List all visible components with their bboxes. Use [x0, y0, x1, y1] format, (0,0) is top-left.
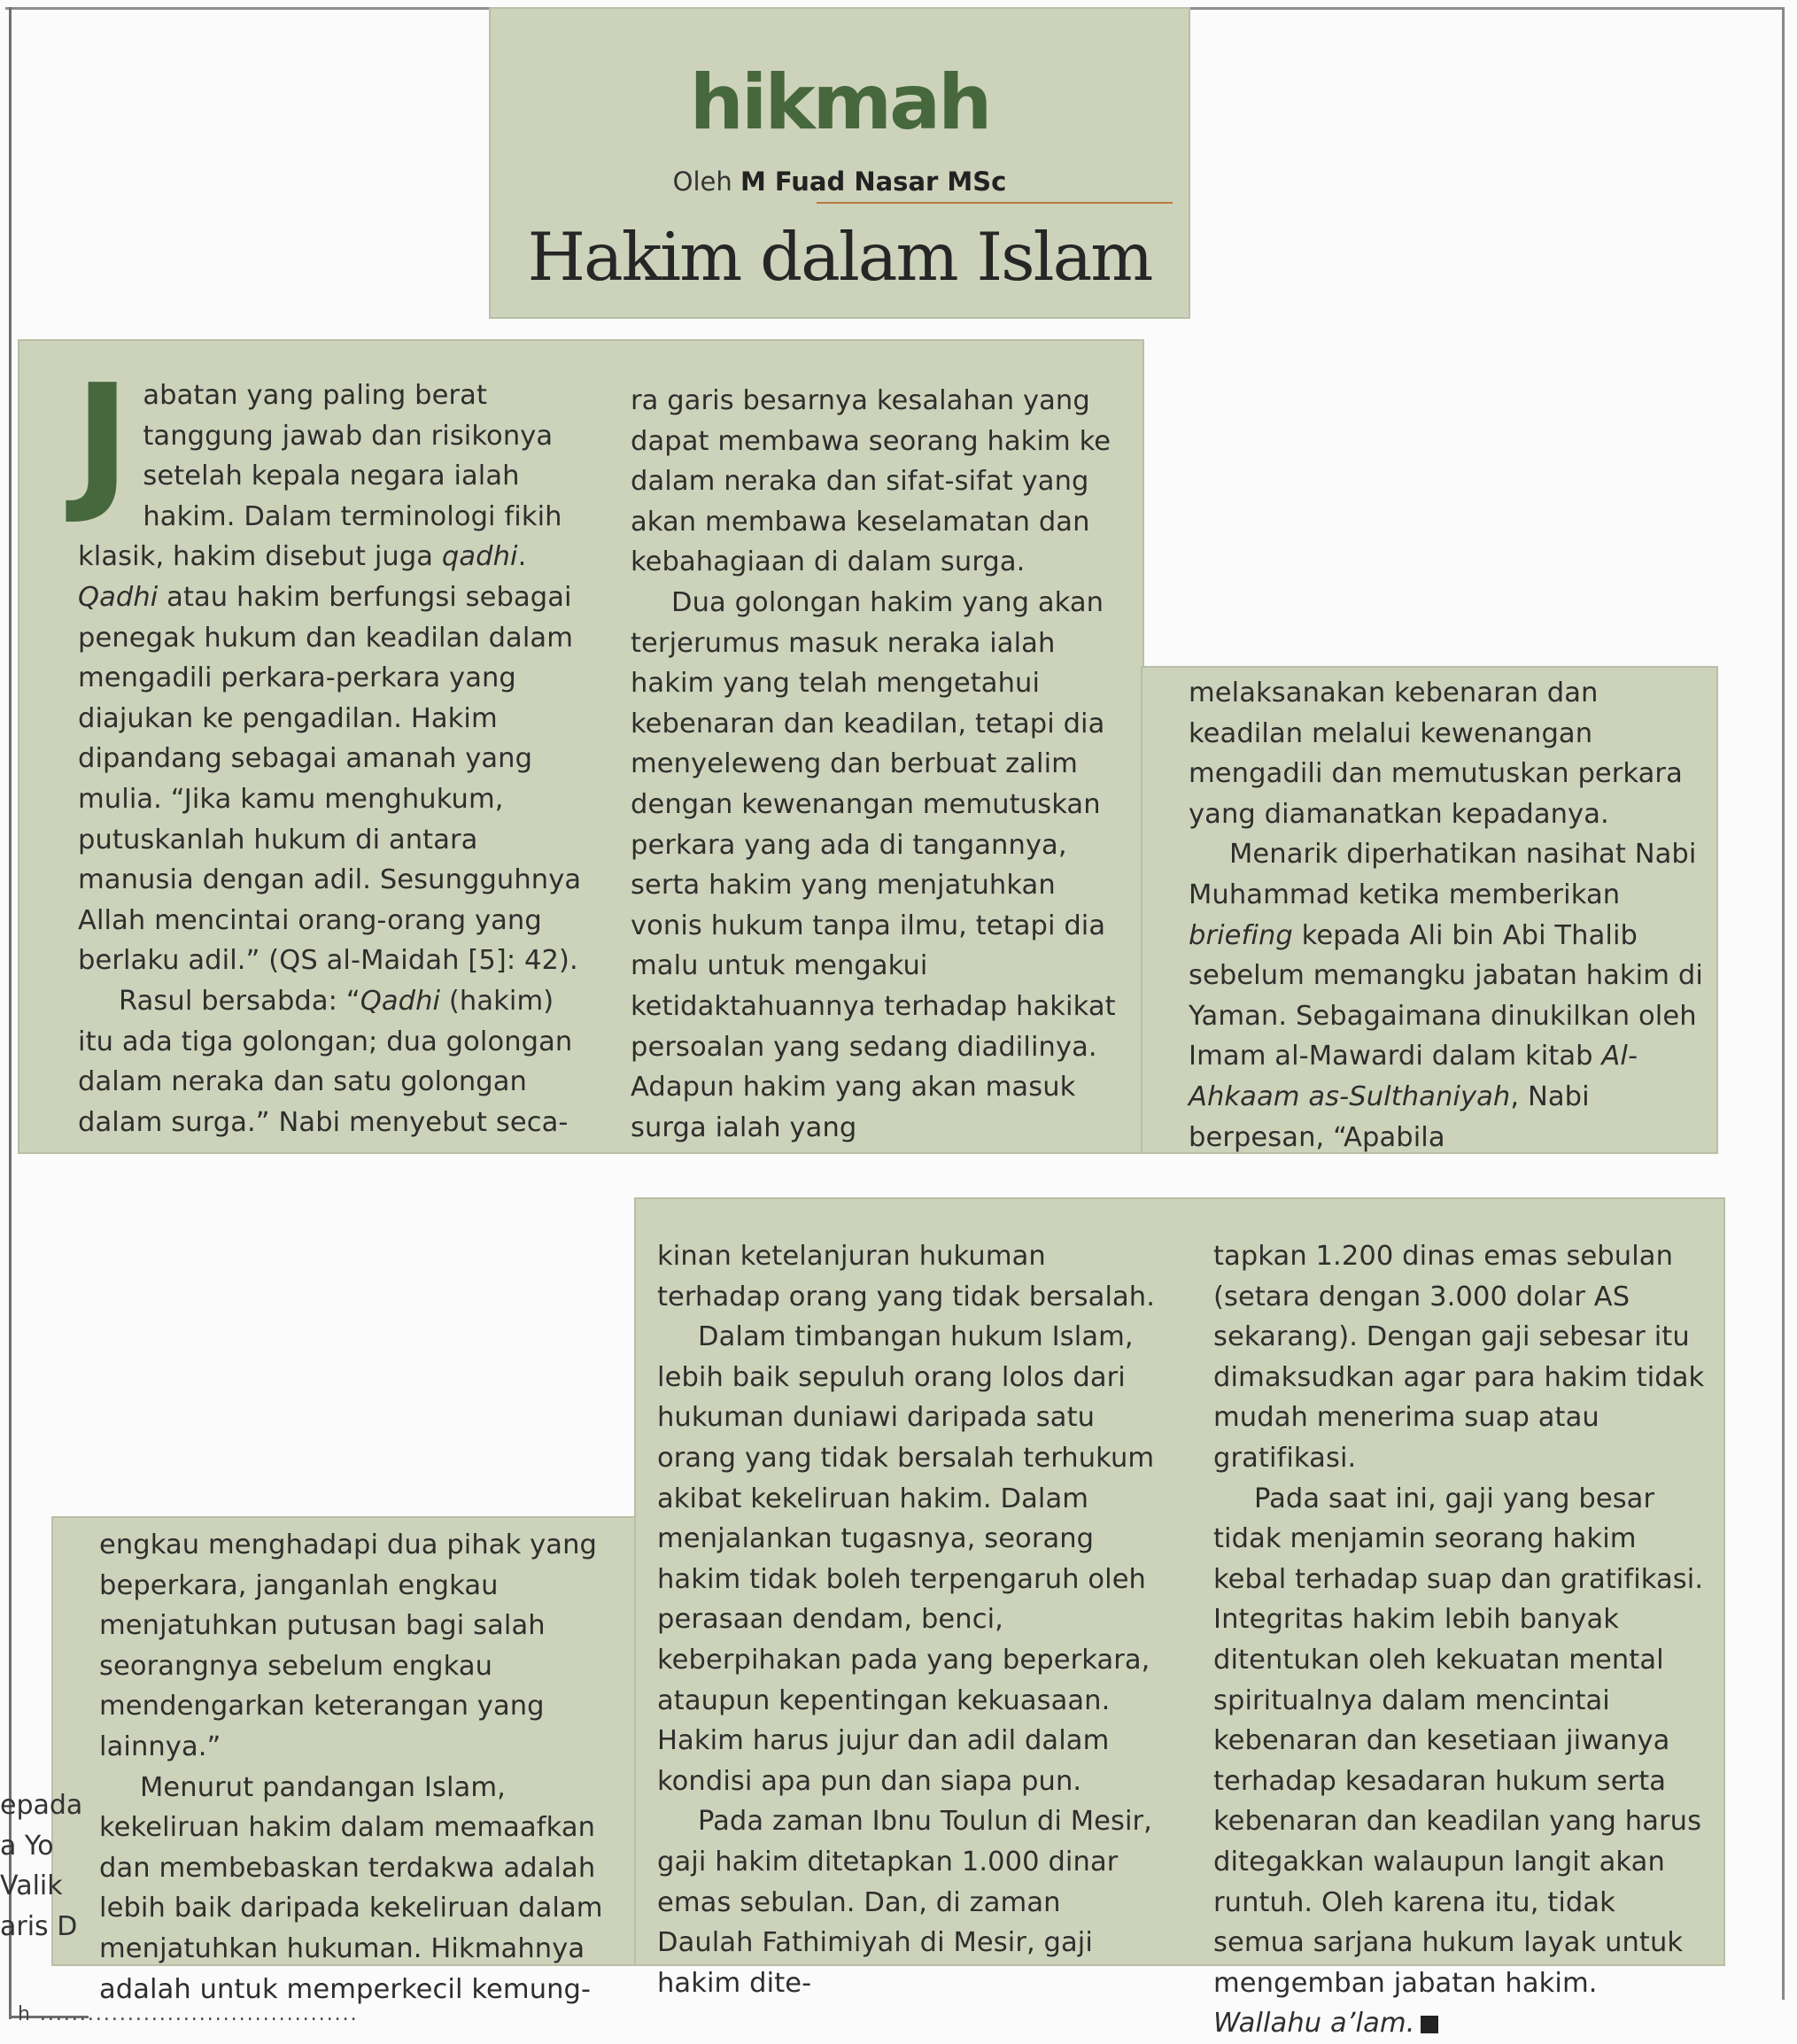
col1-p1-rest: atau hakim berfungsi sebagai penegak hukum dan keadilan dalam mengadili perkara-perkara yang diajukan ke pengadilan. Hakim dipandang sebagai amanah yang mulia. “Jika kamu menghukum, putuskanlah hukum di antara manusia dengan adil. Sesungguhnya Allah mencintai orang-orang yang berlaku adil.” (QS al-Maidah [5]: 42). — [78, 581, 582, 977]
col1-p1-first: abatan yang paling berat tanggung jawab dan risikonya setelah kepala negara ialah hakim. Dalam terminologi fikih klasik, hakim disebut juga — [78, 380, 562, 573]
article-column-3 — [1189, 673, 1706, 1157]
col3-p2-rest: , Nabi berpesan, “Apabila — [1189, 1080, 1590, 1153]
article-column-6 — [1213, 1236, 1715, 2044]
article-column-5 — [657, 1236, 1164, 2003]
closing-phrase: Wallahu a’lam. — [1213, 2008, 1415, 2040]
col2-p2: Dua golongan hakim yang akan terjerumus masuk neraka ialah hakim yang telah mengetahui kebenaran dan keadilan, tetapi dia menyeleweng dan berbuat zalim dengan kewenangan memutuskan perkara yang ada di tangannya, serta hakim yang menjatuhkan vonis hukum tanpa ilmu, tetapi dia malu untuk mengakui ketidaktahuannya terhadap hakikat persoalan yang sedang diadilinya. Adapun hakim yang akan masuk surga ialah yang — [631, 586, 1116, 1143]
col5-p3: Pada zaman Ibnu Toulun di Mesir, gaji hakim ditetapkan 1.000 dinar emas sebulan. Dan, di zaman Daulah Fathimiyah di Mesir, gaji hakim dite- — [657, 1806, 1152, 1999]
bottom-dotted-line: h ........................................ — [18, 2003, 359, 2025]
byline — [489, 166, 1190, 197]
col6-p1: tapkan 1.200 dinas emas sebulan (setara dengan 3.000 dolar AS sekarang). Dengan gaji sebesar itu dimaksudkan agar para hakim tidak mudah menerima suap atau gratifikasi. — [1213, 1241, 1705, 1474]
margin-fragment: Valik — [0, 1870, 63, 1902]
paper-edge-left — [9, 7, 12, 2019]
section-kicker: hikmah — [689, 58, 990, 147]
col1-p2-start: Rasul bersabda: “ — [119, 985, 360, 1017]
col1-p1-em1: qadhi — [441, 541, 518, 573]
paper-edge-right — [1782, 7, 1785, 2000]
col4-p2: Menurut pandangan Islam, kekeliruan hakim dalam memaafkan dan membebaskan terdakwa adalah lebih baik daripada kekeliruan dalam menjatuhkan hukuman. Hikmahnya adalah untuk memperkecil kemung- — [99, 1771, 603, 2005]
article-column-1 — [74, 352, 588, 1142]
col3-p1: melaksanakan kebenaran dan keadilan melalui kewenangan mengadili dan memutuskan perkara yang diamanatkan kepadanya. — [1189, 677, 1683, 830]
margin-fragment: a Yo — [0, 1830, 54, 1862]
margin-fragment: epada — [0, 1790, 83, 1821]
byline-rule — [817, 202, 1173, 204]
article-column-2 — [631, 381, 1132, 1148]
headline: Hakim dalam Islam — [527, 218, 1152, 296]
col3-p2-mid: kepada Ali bin Abi Thalib sebelum memangku jabatan hakim di Yaman. Sebagaimana dinukilkan oleh Imam al-Mawardi dalam kitab — [1189, 919, 1703, 1072]
byline-author: M Fuad Nasar MSc — [740, 166, 1007, 197]
end-mark-icon — [1421, 2016, 1438, 2033]
col2-p1: ra garis besarnya kesalahan yang dapat membawa seorang hakim ke dalam neraka dan sifat-sifat yang akan membawa keselamatan dan kebahagiaan di dalam surga. — [631, 385, 1112, 578]
col1-p2-rest: (hakim) itu ada tiga golongan; dua golongan dalam neraka dan satu golongan dalam surga.” Nabi menyebut seca- — [78, 985, 573, 1138]
margin-fragment: aris D — [0, 1910, 78, 1942]
col5-p2: Dalam timbangan hukum Islam, lebih baik sepuluh orang lolos dari hukuman duniawi daripada satu orang yang tidak bersalah terhukum akibat kekeliruan hakim. Dalam menjalankan tugasnya, seorang hakim tidak boleh terpengaruh oleh perasaan dendam, benci, keberpihakan pada yang beperkara, ataupun kepentingan kekuasaan. Hakim harus jujur dan adil dalam kondisi apa pun dan siapa pun. — [657, 1321, 1155, 1797]
col5-p1: kinan ketelanjuran hukuman terhadap orang yang tidak bersalah. — [657, 1241, 1156, 1312]
col3-p2-em2: Al-Ahkaam as-Sulthaniyah — [1189, 1041, 1638, 1112]
article-column-4 — [99, 1525, 608, 2009]
col6-p2: Pada saat ini, gaji yang besar tidak menjamin seorang hakim kebal terhadap suap dan gratifikasi. Integritas hakim lebih banyak ditentukan oleh kekuatan mental spiritualnya dalam mencintai kebenaran dan kesetiaan jiwanya terhadap kesadaran hukum serta kebenaran dan keadilan yang harus ditegakkan walaupun langit akan runtuh. Oleh karena itu, tidak semua sarjana hukum layak untuk mengemban jabatan hakim. — [1213, 1483, 1704, 1999]
col4-p1: engkau menghadapi dua pihak yang beperkara, janganlah engkau menjatuhkan putusan bagi salah seorangnya sebelum engkau mendengarkan keterangan yang lainnya.” — [99, 1529, 597, 1762]
col1-p2-em: Qadhi — [360, 985, 441, 1017]
title-clipping — [489, 7, 1190, 319]
col3-p2-start: Menarik diperhatikan nasihat Nabi Muhammad ketika memberikan — [1189, 839, 1697, 910]
col3-p2-em1: briefing — [1189, 919, 1293, 951]
dropcap: J — [74, 352, 131, 528]
byline-prefix: Oleh — [672, 166, 740, 197]
col1-p1-mid: . — [517, 541, 527, 573]
col1-p1-em2: Qadhi — [78, 581, 159, 613]
margin-fragments — [0, 1785, 82, 1947]
